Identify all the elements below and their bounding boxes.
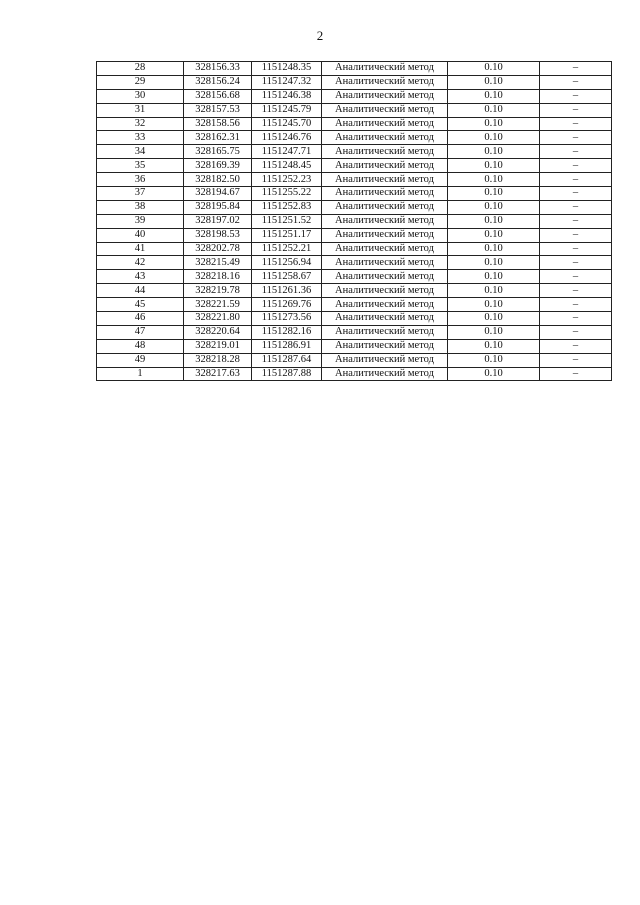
accuracy-cell: 0.10 <box>448 256 540 270</box>
note-cell: – <box>540 242 612 256</box>
method-cell: Аналитический метод <box>322 353 448 367</box>
y-coordinate-cell: 1151245.79 <box>252 103 322 117</box>
method-cell: Аналитический метод <box>322 214 448 228</box>
x-coordinate-cell: 328218.28 <box>184 353 252 367</box>
x-coordinate-cell: 328220.64 <box>184 325 252 339</box>
x-coordinate-cell: 328194.67 <box>184 187 252 201</box>
table-row <box>97 367 612 381</box>
note-cell: – <box>540 75 612 89</box>
table-row <box>97 131 612 145</box>
accuracy-cell: 0.10 <box>448 339 540 353</box>
table-row <box>97 325 612 339</box>
point-number-cell: 32 <box>97 117 184 131</box>
x-coordinate-cell: 328182.50 <box>184 173 252 187</box>
accuracy-cell: 0.10 <box>448 187 540 201</box>
accuracy-cell: 0.10 <box>448 228 540 242</box>
method-cell: Аналитический метод <box>322 367 448 381</box>
y-coordinate-cell: 1151273.56 <box>252 312 322 326</box>
method-cell: Аналитический метод <box>322 270 448 284</box>
table-row <box>97 89 612 103</box>
x-coordinate-cell: 328221.80 <box>184 312 252 326</box>
table-row <box>97 228 612 242</box>
x-coordinate-cell: 328202.78 <box>184 242 252 256</box>
accuracy-cell: 0.10 <box>448 62 540 76</box>
accuracy-cell: 0.10 <box>448 159 540 173</box>
method-cell: Аналитический метод <box>322 256 448 270</box>
y-coordinate-cell: 1151282.16 <box>252 325 322 339</box>
y-coordinate-cell: 1151251.52 <box>252 214 322 228</box>
note-cell: – <box>540 367 612 381</box>
note-cell: – <box>540 228 612 242</box>
y-coordinate-cell: 1151255.22 <box>252 187 322 201</box>
note-cell: – <box>540 187 612 201</box>
x-coordinate-cell: 328219.78 <box>184 284 252 298</box>
x-coordinate-cell: 328158.56 <box>184 117 252 131</box>
note-cell: – <box>540 145 612 159</box>
method-cell: Аналитический метод <box>322 173 448 187</box>
table-row <box>97 298 612 312</box>
x-coordinate-cell: 328195.84 <box>184 200 252 214</box>
note-cell: – <box>540 312 612 326</box>
table-row <box>97 242 612 256</box>
point-number-cell: 42 <box>97 256 184 270</box>
point-number-cell: 43 <box>97 270 184 284</box>
y-coordinate-cell: 1151286.91 <box>252 339 322 353</box>
x-coordinate-cell: 328156.24 <box>184 75 252 89</box>
point-number-cell: 37 <box>97 187 184 201</box>
accuracy-cell: 0.10 <box>448 312 540 326</box>
note-cell: – <box>540 62 612 76</box>
accuracy-cell: 0.10 <box>448 131 540 145</box>
accuracy-cell: 0.10 <box>448 325 540 339</box>
method-cell: Аналитический метод <box>322 242 448 256</box>
accuracy-cell: 0.10 <box>448 103 540 117</box>
y-coordinate-cell: 1151247.71 <box>252 145 322 159</box>
note-cell: – <box>540 200 612 214</box>
y-coordinate-cell: 1151251.17 <box>252 228 322 242</box>
table-row <box>97 339 612 353</box>
y-coordinate-cell: 1151256.94 <box>252 256 322 270</box>
note-cell: – <box>540 284 612 298</box>
accuracy-cell: 0.10 <box>448 89 540 103</box>
accuracy-cell: 0.10 <box>448 353 540 367</box>
y-coordinate-cell: 1151252.21 <box>252 242 322 256</box>
note-cell: – <box>540 325 612 339</box>
note-cell: – <box>540 270 612 284</box>
x-coordinate-cell: 328215.49 <box>184 256 252 270</box>
point-number-cell: 45 <box>97 298 184 312</box>
y-coordinate-cell: 1151252.83 <box>252 200 322 214</box>
table-row <box>97 256 612 270</box>
table-row <box>97 75 612 89</box>
y-coordinate-cell: 1151247.32 <box>252 75 322 89</box>
x-coordinate-cell: 328169.39 <box>184 159 252 173</box>
x-coordinate-cell: 328221.59 <box>184 298 252 312</box>
point-number-cell: 48 <box>97 339 184 353</box>
point-number-cell: 49 <box>97 353 184 367</box>
accuracy-cell: 0.10 <box>448 270 540 284</box>
point-number-cell: 31 <box>97 103 184 117</box>
table-row <box>97 284 612 298</box>
table-row <box>97 353 612 367</box>
y-coordinate-cell: 1151252.23 <box>252 173 322 187</box>
method-cell: Аналитический метод <box>322 62 448 76</box>
note-cell: – <box>540 159 612 173</box>
method-cell: Аналитический метод <box>322 200 448 214</box>
table-row <box>97 117 612 131</box>
y-coordinate-cell: 1151258.67 <box>252 270 322 284</box>
table-row <box>97 187 612 201</box>
method-cell: Аналитический метод <box>322 103 448 117</box>
method-cell: Аналитический метод <box>322 339 448 353</box>
accuracy-cell: 0.10 <box>448 75 540 89</box>
coordinates-table <box>96 61 612 381</box>
x-coordinate-cell: 328218.16 <box>184 270 252 284</box>
point-number-cell: 35 <box>97 159 184 173</box>
point-number-cell: 39 <box>97 214 184 228</box>
y-coordinate-cell: 1151248.35 <box>252 62 322 76</box>
x-coordinate-cell: 328165.75 <box>184 145 252 159</box>
method-cell: Аналитический метод <box>322 117 448 131</box>
note-cell: – <box>540 89 612 103</box>
x-coordinate-cell: 328198.53 <box>184 228 252 242</box>
point-number-cell: 30 <box>97 89 184 103</box>
table-row <box>97 159 612 173</box>
table-row <box>97 214 612 228</box>
table-row <box>97 200 612 214</box>
method-cell: Аналитический метод <box>322 284 448 298</box>
accuracy-cell: 0.10 <box>448 117 540 131</box>
point-number-cell: 28 <box>97 62 184 76</box>
point-number-cell: 36 <box>97 173 184 187</box>
table-row <box>97 62 612 76</box>
accuracy-cell: 0.10 <box>448 145 540 159</box>
method-cell: Аналитический метод <box>322 228 448 242</box>
point-number-cell: 46 <box>97 312 184 326</box>
y-coordinate-cell: 1151261.36 <box>252 284 322 298</box>
note-cell: – <box>540 353 612 367</box>
method-cell: Аналитический метод <box>322 131 448 145</box>
note-cell: – <box>540 339 612 353</box>
method-cell: Аналитический метод <box>322 75 448 89</box>
x-coordinate-cell: 328162.31 <box>184 131 252 145</box>
point-number-cell: 40 <box>97 228 184 242</box>
point-number-cell: 38 <box>97 200 184 214</box>
method-cell: Аналитический метод <box>322 159 448 173</box>
accuracy-cell: 0.10 <box>448 200 540 214</box>
y-coordinate-cell: 1151287.88 <box>252 367 322 381</box>
note-cell: – <box>540 214 612 228</box>
point-number-cell: 47 <box>97 325 184 339</box>
accuracy-cell: 0.10 <box>448 173 540 187</box>
method-cell: Аналитический метод <box>322 145 448 159</box>
accuracy-cell: 0.10 <box>448 367 540 381</box>
note-cell: – <box>540 173 612 187</box>
x-coordinate-cell: 328217.63 <box>184 367 252 381</box>
table-row <box>97 173 612 187</box>
page-number: 2 <box>316 28 324 43</box>
y-coordinate-cell: 1151246.76 <box>252 131 322 145</box>
method-cell: Аналитический метод <box>322 298 448 312</box>
accuracy-cell: 0.10 <box>448 284 540 298</box>
y-coordinate-cell: 1151246.38 <box>252 89 322 103</box>
x-coordinate-cell: 328156.68 <box>184 89 252 103</box>
accuracy-cell: 0.10 <box>448 214 540 228</box>
y-coordinate-cell: 1151245.70 <box>252 117 322 131</box>
point-number-cell: 29 <box>97 75 184 89</box>
y-coordinate-cell: 1151248.45 <box>252 159 322 173</box>
note-cell: – <box>540 103 612 117</box>
point-number-cell: 44 <box>97 284 184 298</box>
note-cell: – <box>540 256 612 270</box>
method-cell: Аналитический метод <box>322 312 448 326</box>
method-cell: Аналитический метод <box>322 89 448 103</box>
point-number-cell: 34 <box>97 145 184 159</box>
note-cell: – <box>540 117 612 131</box>
x-coordinate-cell: 328219.01 <box>184 339 252 353</box>
note-cell: – <box>540 298 612 312</box>
table-row <box>97 103 612 117</box>
point-number-cell: 1 <box>97 367 184 381</box>
table-row <box>97 145 612 159</box>
method-cell: Аналитический метод <box>322 325 448 339</box>
x-coordinate-cell: 328197.02 <box>184 214 252 228</box>
accuracy-cell: 0.10 <box>448 242 540 256</box>
note-cell: – <box>540 131 612 145</box>
point-number-cell: 33 <box>97 131 184 145</box>
point-number-cell: 41 <box>97 242 184 256</box>
x-coordinate-cell: 328156.33 <box>184 62 252 76</box>
x-coordinate-cell: 328157.53 <box>184 103 252 117</box>
coordinates-table-body <box>97 62 612 381</box>
y-coordinate-cell: 1151269.76 <box>252 298 322 312</box>
table-row <box>97 312 612 326</box>
method-cell: Аналитический метод <box>322 187 448 201</box>
table-row <box>97 270 612 284</box>
y-coordinate-cell: 1151287.64 <box>252 353 322 367</box>
accuracy-cell: 0.10 <box>448 298 540 312</box>
